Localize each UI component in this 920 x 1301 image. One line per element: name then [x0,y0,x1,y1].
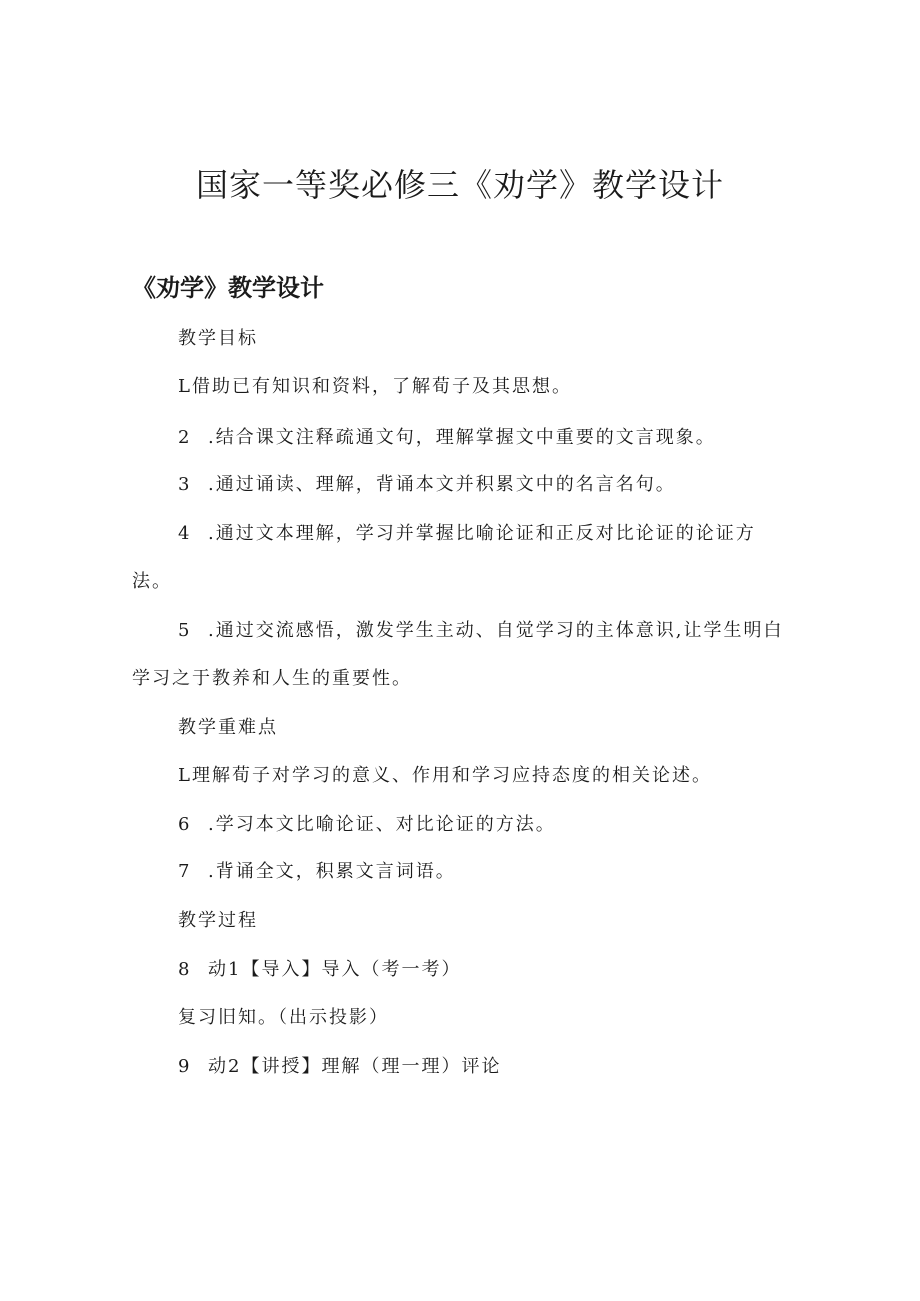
item-text: .学习本文比喻论证、对比论证的方法。 [208,814,556,835]
objective-item-4 [178,519,756,545]
item-number: L [178,376,192,397]
item-number: 3 [178,474,192,495]
objective-item-1 [178,372,572,398]
item-number: 5 [178,620,192,641]
item-text: 动1【导入】导入（考一考） [208,959,462,980]
key-point-item-2 [178,810,556,836]
key-point-item-1 [178,761,712,787]
item-text: .通过诵读、理解，背诵本文并积累文中的名言名句。 [208,474,676,495]
objective-item-5 [178,616,783,642]
page-title: 国家一等奖必修三《劝学》教学设计 [195,166,724,204]
item-text: 借助已有知识和资料，了解荀子及其思想。 [191,376,572,397]
objectives-heading: 教学目标 [178,328,258,349]
objective-item-4-continued: 法。 [132,571,172,592]
item-number: 8 [178,959,192,980]
item-text: .结合课文注释疏通文句，理解掌握文中重要的文言现象。 [208,427,716,448]
item-number: 6 [178,814,192,835]
item-number: L [178,765,192,786]
objective-item-3 [178,470,676,496]
process-item-1 [178,955,461,981]
process-heading: 教学过程 [178,910,258,931]
section-heading: 《劝学》教学设计 [132,274,324,302]
item-text: 理解荀子对学习的意义、作用和学习应持态度的相关论述。 [191,765,712,786]
key-point-item-3 [178,857,456,883]
item-text: .通过交流感悟，激发学生主动、自觉学习的主体意识,让学生明白 [208,620,784,641]
process-item-2: 复习旧知。（出示投影） [178,1007,389,1028]
item-number: 9 [178,1056,192,1077]
item-number: 7 [178,861,192,882]
item-number: 2 [178,427,192,448]
item-text: 动2【讲授】理解（理一理）评论 [208,1056,502,1077]
item-number: 4 [178,523,192,544]
item-text: .通过文本理解，学习并掌握比喻论证和正反对比论证的论证方 [208,523,756,544]
key-points-heading: 教学重难点 [178,717,278,738]
process-item-3 [178,1052,501,1078]
objective-item-5-continued: 学习之于教养和人生的重要性。 [132,668,412,689]
item-text: .背诵全文，积累文言词语。 [208,861,456,882]
objective-item-2 [178,423,716,449]
